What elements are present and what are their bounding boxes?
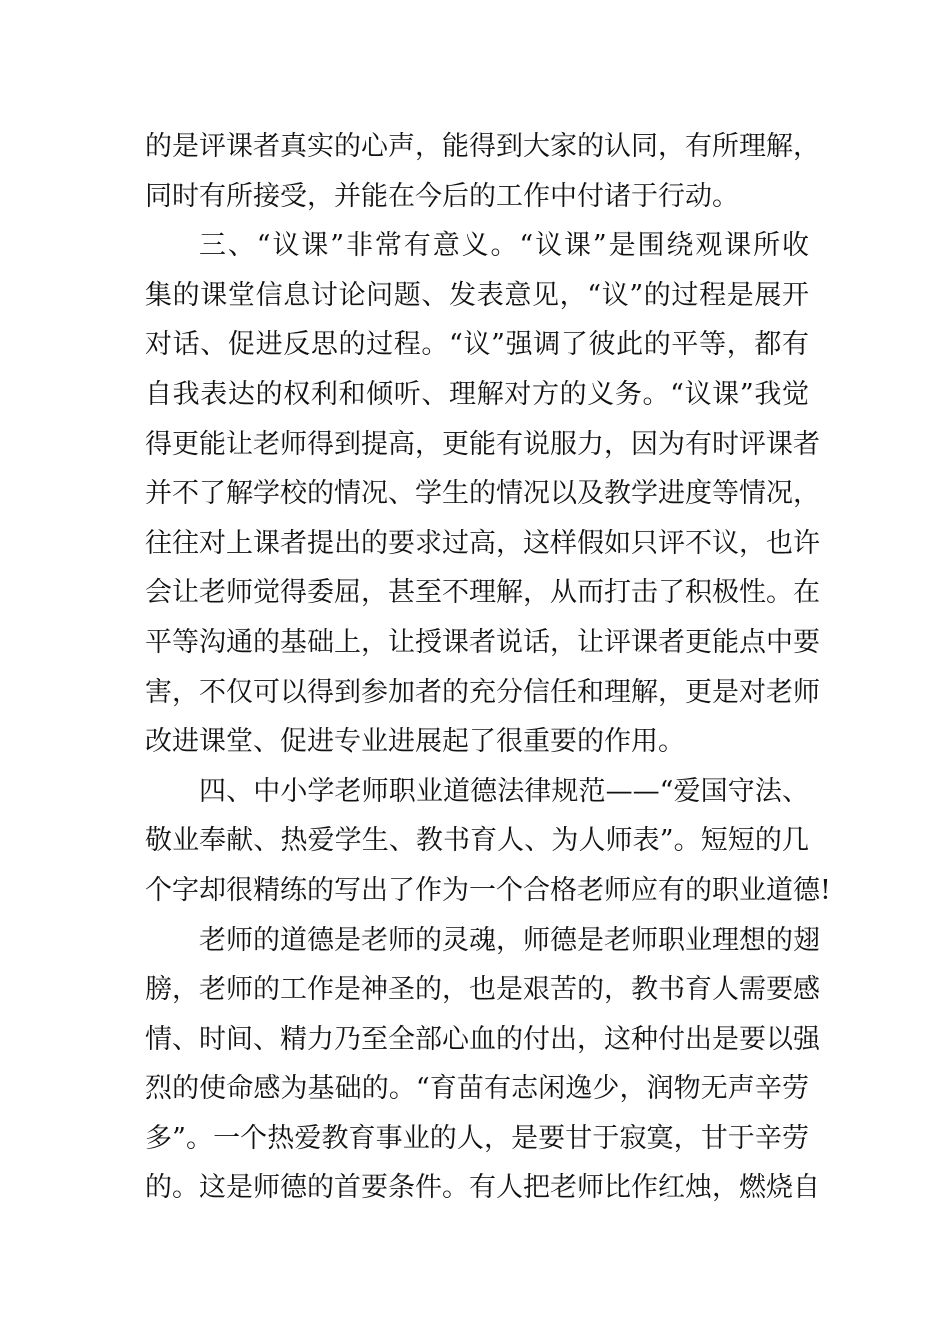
text-line: 同时有所接受，并能在今后的工作中付诸于行动。 <box>145 180 739 212</box>
text-line: 集的课堂信息讨论问题、发表意见，“议”的过程是展开 <box>145 279 809 311</box>
text-line: 对话、促进反思的过程。“议”强调了彼此的平等，都有 <box>145 329 809 361</box>
body-text <box>145 122 831 1213</box>
text-line: 自我表达的权利和倾听、理解对方的义务。“议课”我觉 <box>145 378 809 410</box>
text-line: 平等沟通的基础上，让授课者说话，让评课者更能点中要 <box>145 626 820 658</box>
paragraph-start-line: 四、中小学老师职业道德法律规范——“爱国守法、 <box>199 775 809 807</box>
text-line: 膀，老师的工作是神圣的，也是艰苦的，教书育人需要感 <box>145 974 820 1006</box>
paragraph-start-line: 三、“议课”非常有意义。“议课”是围绕观课所收 <box>199 230 809 262</box>
text-line: 会让老师觉得委屈，甚至不理解，从而打击了积极性。在 <box>145 577 820 609</box>
text-line: 的。这是师德的首要条件。有人把老师比作红烛，燃烧自 <box>145 1172 820 1204</box>
text-line: 敬业奉献、热爱学生、教书育人、为人师表”。短短的几 <box>145 825 809 857</box>
text-line: 并不了解学校的情况、学生的情况以及教学进度等情况， <box>145 478 820 510</box>
text-line: 得更能让老师得到提高，更能有说服力，因为有时评课者 <box>145 428 820 460</box>
text-line: 情、时间、精力乃至全部心血的付出，这种付出是要以强 <box>145 1023 820 1055</box>
text-line: 的是评课者真实的心声，能得到大家的认同，有所理解， <box>145 131 820 162</box>
text-line: 改进课堂、促进专业进展起了很重要的作用。 <box>145 726 685 758</box>
text-line: 往往对上课者提出的要求过高，这样假如只评不议，也许 <box>145 527 820 559</box>
paragraph-start-line: 老师的道德是老师的灵魂，师德是老师职业理想的翅 <box>199 924 820 956</box>
text-line: 个字却很精练的写出了作为一个合格老师应有的职业道德! <box>145 874 831 906</box>
text-line: 多”。一个热爱教育事业的人，是要甘于寂寞，甘于辛劳 <box>145 1122 809 1154</box>
text-line: 害，不仅可以得到参加者的充分信任和理解，更是对老师 <box>145 676 820 708</box>
text-line: 烈的使命感为基础的。“育苗有志闲逸少，润物无声辛劳 <box>145 1073 809 1105</box>
